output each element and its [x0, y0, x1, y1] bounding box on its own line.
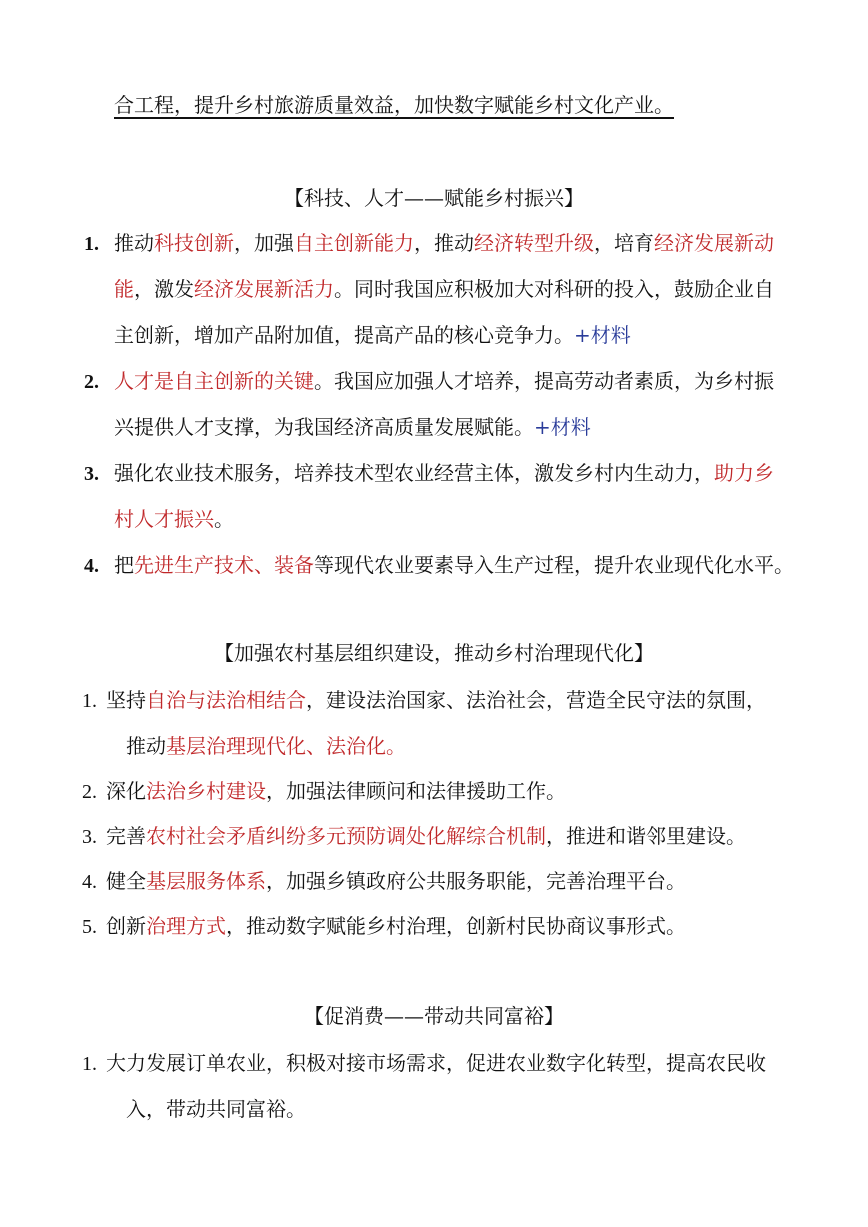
text-segment: 兴提供人才支撑，为我国经济高质量发展赋能。 — [114, 415, 534, 439]
highlight-keyword: 能 — [114, 277, 134, 301]
text-segment: 深化 — [106, 779, 146, 803]
list-item-line — [106, 778, 566, 804]
highlight-keyword: 人才是自主创新的关键 — [114, 369, 314, 393]
text-segment: ，加强 — [234, 231, 294, 255]
list-item-line — [106, 1050, 766, 1076]
highlight-keyword: 农村社会矛盾纠纷多元预防调处化解综合机制 — [146, 824, 546, 848]
material-tag: +材料 — [534, 415, 591, 439]
text-segment: 推动 — [126, 734, 166, 758]
highlight-keyword: 先进生产技术、装备 — [134, 553, 314, 577]
list-item-line — [114, 322, 631, 348]
section-heading-rural-governance: 【加强农村基层组织建设，推动乡村治理现代化】 — [214, 641, 654, 665]
list-item-line — [114, 276, 774, 302]
list-item-line — [126, 1096, 306, 1122]
text-segment: ，推动 — [414, 231, 474, 255]
list-item-line — [114, 552, 794, 578]
text-segment: 创新 — [106, 914, 146, 938]
section-heading-tech-talent: 【科技、人才——赋能乡村振兴】 — [284, 186, 584, 210]
list-item-line — [126, 733, 406, 759]
list-item-number: 5. — [82, 916, 97, 938]
list-item-line — [106, 687, 766, 713]
list-item-line — [114, 414, 591, 440]
section-heading-consumption: 【促消费——带动共同富裕】 — [304, 1004, 564, 1028]
highlight-keyword: 自治与法治相结合 — [146, 688, 306, 712]
list-item-number: 3. — [84, 463, 99, 485]
highlight-keyword: 经济转型升级 — [474, 231, 594, 255]
text-segment: ，推动数字赋能乡村治理，创新村民协商议事形式。 — [226, 914, 686, 938]
highlight-keyword: 自主创新能力 — [294, 231, 414, 255]
material-tag: +材料 — [574, 323, 631, 347]
list-item-number: 1. — [84, 233, 99, 255]
intro-text: 合工程，提升乡村旅游质量效益，加快数字赋能乡村文化产业。 — [114, 93, 674, 117]
list-item-number: 2. — [84, 371, 99, 393]
text-segment: 完善 — [106, 824, 146, 848]
list-item-number: 4. — [84, 555, 99, 577]
text-segment: 强化农业技术服务，培养技术型农业经营主体，激发乡村内生动力， — [114, 461, 714, 485]
text-segment: ，培育 — [594, 231, 654, 255]
text-segment: ，激发 — [134, 277, 194, 301]
highlight-keyword: 基层治理现代化、法治化。 — [166, 734, 406, 758]
list-item-number: 2. — [82, 781, 97, 803]
list-item-number: 4. — [82, 871, 97, 893]
text-segment: 坚持 — [106, 688, 146, 712]
list-item-line — [106, 913, 686, 939]
list-item-number: 3. — [82, 826, 97, 848]
text-segment: ，推进和谐邻里建设。 — [546, 824, 746, 848]
highlight-keyword: 经济发展新动 — [654, 231, 774, 255]
text-segment: ，加强乡镇政府公共服务职能，完善治理平台。 — [266, 869, 686, 893]
text-segment: 。 — [214, 507, 234, 531]
text-segment: 。同时我国应积极加大对科研的投入，鼓励企业自 — [334, 277, 774, 301]
highlight-keyword: 村人才振兴 — [114, 507, 214, 531]
highlight-keyword: 基层服务体系 — [146, 869, 266, 893]
list-item-number: 1. — [82, 690, 97, 712]
highlight-keyword: 科技创新 — [154, 231, 234, 255]
list-item-line — [114, 368, 774, 394]
highlight-keyword: 治理方式 — [146, 914, 226, 938]
list-item-line — [114, 506, 234, 532]
highlight-keyword: 助力乡 — [714, 461, 774, 485]
text-segment: 。我国应加强人才培养，提高劳动者素质，为乡村振 — [314, 369, 774, 393]
intro-line — [114, 92, 674, 118]
highlight-keyword: 经济发展新活力 — [194, 277, 334, 301]
list-item-line — [114, 460, 774, 486]
text-segment: 把 — [114, 553, 134, 577]
list-item-line — [106, 868, 686, 894]
text-segment: ，加强法律顾问和法律援助工作。 — [266, 779, 566, 803]
text-segment: 推动 — [114, 231, 154, 255]
highlight-keyword: 法治乡村建设 — [146, 779, 266, 803]
text-segment: 等现代农业要素导入生产过程，提升农业现代化水平。 — [314, 553, 794, 577]
text-segment: ，建设法治国家、法治社会，营造全民守法的氛围， — [306, 688, 766, 712]
text-segment: 健全 — [106, 869, 146, 893]
text-segment: 主创新，增加产品附加值，提高产品的核心竞争力。 — [114, 323, 574, 347]
list-item-line — [114, 230, 774, 256]
list-item-number: 1. — [82, 1053, 97, 1075]
text-segment: 入，带动共同富裕。 — [126, 1097, 306, 1121]
text-segment: 大力发展订单农业，积极对接市场需求，促进农业数字化转型，提高农民收 — [106, 1051, 766, 1075]
list-item-line — [106, 823, 746, 849]
